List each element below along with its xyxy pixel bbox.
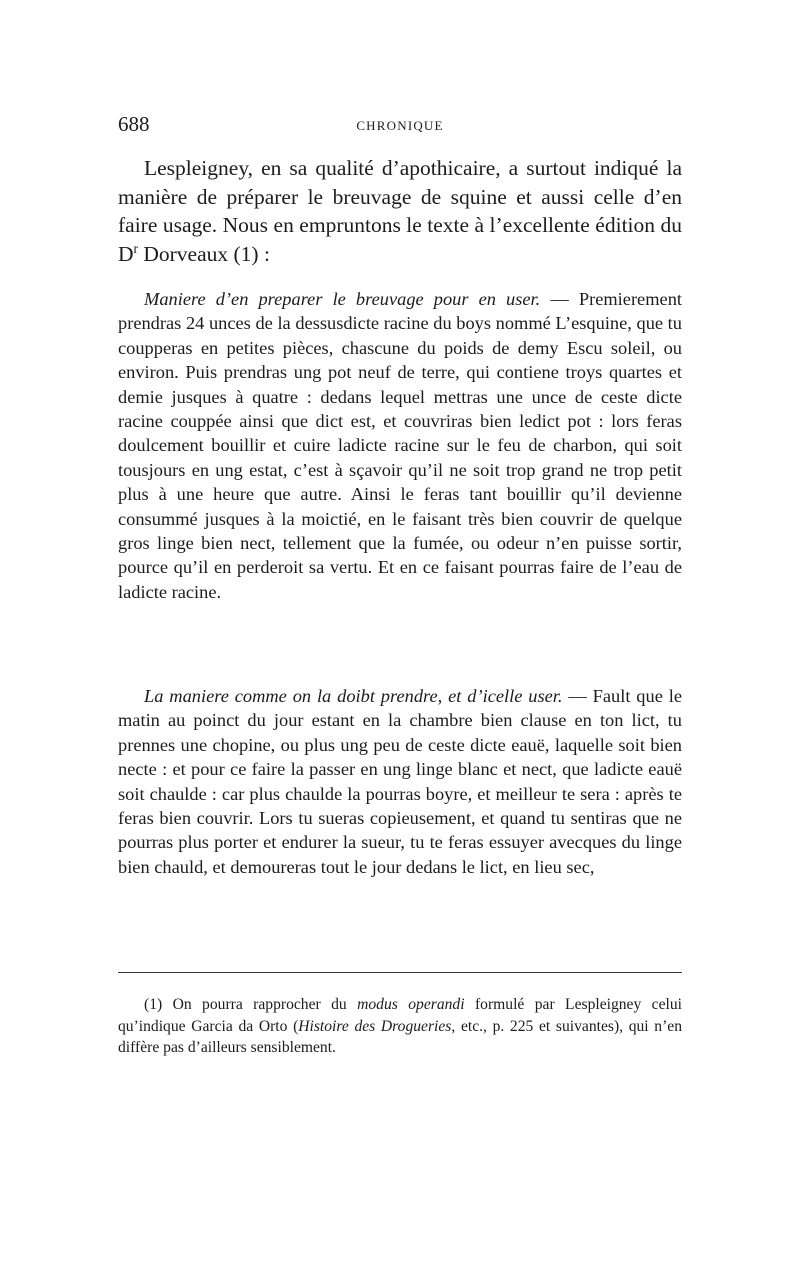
footnote-italic-modus-operandi: modus operandi [357, 996, 465, 1013]
footnote-italic-book-title: Histoire des Drogueries [298, 1017, 452, 1035]
intro-text-part-1: Lespleigney, en sa qualité d’apothicaire, a surtout indiqué la manière de préparer le breuvage de squine et aussi celle d’en faire usage. Nous en empruntons le texte à l’excellente édition du D [118, 156, 682, 266]
recipe-preparation-text: — Premierement prendras 24 unces de la dessusdicte racine du boys nommé L’esquine, que tu coupperas en petites pièces, chascune du poids de demy Escu soleil, ou environ. Puis prendras ung pot neuf de terre, qui contiene troys quartes et demie jusques à quatre : dedans lequel mettras une unce de ceste dicte racine couppée ainsi que dict est, et couvriras bien ledict pot : lors feras doulcement bouillir et cuire ladicte racine sur le feu de charbon, qui soit tousjours en ung estat, c’est à sçavoir qu’il ne soit trop grand ne trop petit plus à une heure que autre. Ainsi le feras tant bouillir qu’il devienne consummé jusques à la moictié, en le faisant très bien couvrir de quelque gros linge bien nect, tellement que la fumée, ou odeur n’en puisse sortir, pource qu’il en perderoit sa vertu. Et en ce faisant pourras faire de l’eau de ladicte racine. [118, 289, 682, 602]
footnote-text-part-1: (1) On pourra rapprocher du [144, 996, 358, 1013]
intro-text-part-2: Dorveaux (1) : [137, 241, 270, 266]
page-header [118, 112, 682, 138]
recipe-preparation-paragraph [118, 287, 682, 604]
footnote [118, 994, 682, 1059]
running-head: CHRONIQUE [356, 118, 444, 133]
recipe-usage-heading: La maniere comme on la doibt prendre, et d’icelle user. [144, 686, 563, 706]
page-number: 688 [118, 112, 150, 136]
recipe-preparation-heading: Maniere d’en preparer le breuvage pour en user. [144, 289, 541, 309]
footnote-text-part-2: formulé par Lespleigney celui qu’indique Garcia da Orto ( [118, 996, 682, 1035]
doctor-abbreviation-superscript: r [133, 240, 138, 256]
footnote-text-part-3: , etc., p. 225 et suivantes), qui n’en diffère pas d’ailleurs sensiblement. [118, 1017, 682, 1056]
intro-paragraph [118, 154, 682, 268]
recipe-usage-paragraph [118, 684, 682, 879]
footnote-divider [118, 972, 682, 973]
recipe-usage-text: — Fault que le matin au poinct du jour estant en la chambre bien clause en ton lict, tu prennes une chopine, ou plus ung peu de ceste dicte eauë, laquelle soit bien necte : et pour ce faire la passer en ung linge blanc et nect, que ladicte eauë soit chaulde : car plus chaulde la pourras boyre, et meilleur te sera : après te feras bien couvrir. Lors tu sueras copieusement, et quand tu sentiras que ne pourras plus porter et endurer la sueur, tu te feras essuyer avecques du linge bien chauld, et demoureras tout le jour dedans le lict, en lieu sec, [118, 686, 682, 877]
